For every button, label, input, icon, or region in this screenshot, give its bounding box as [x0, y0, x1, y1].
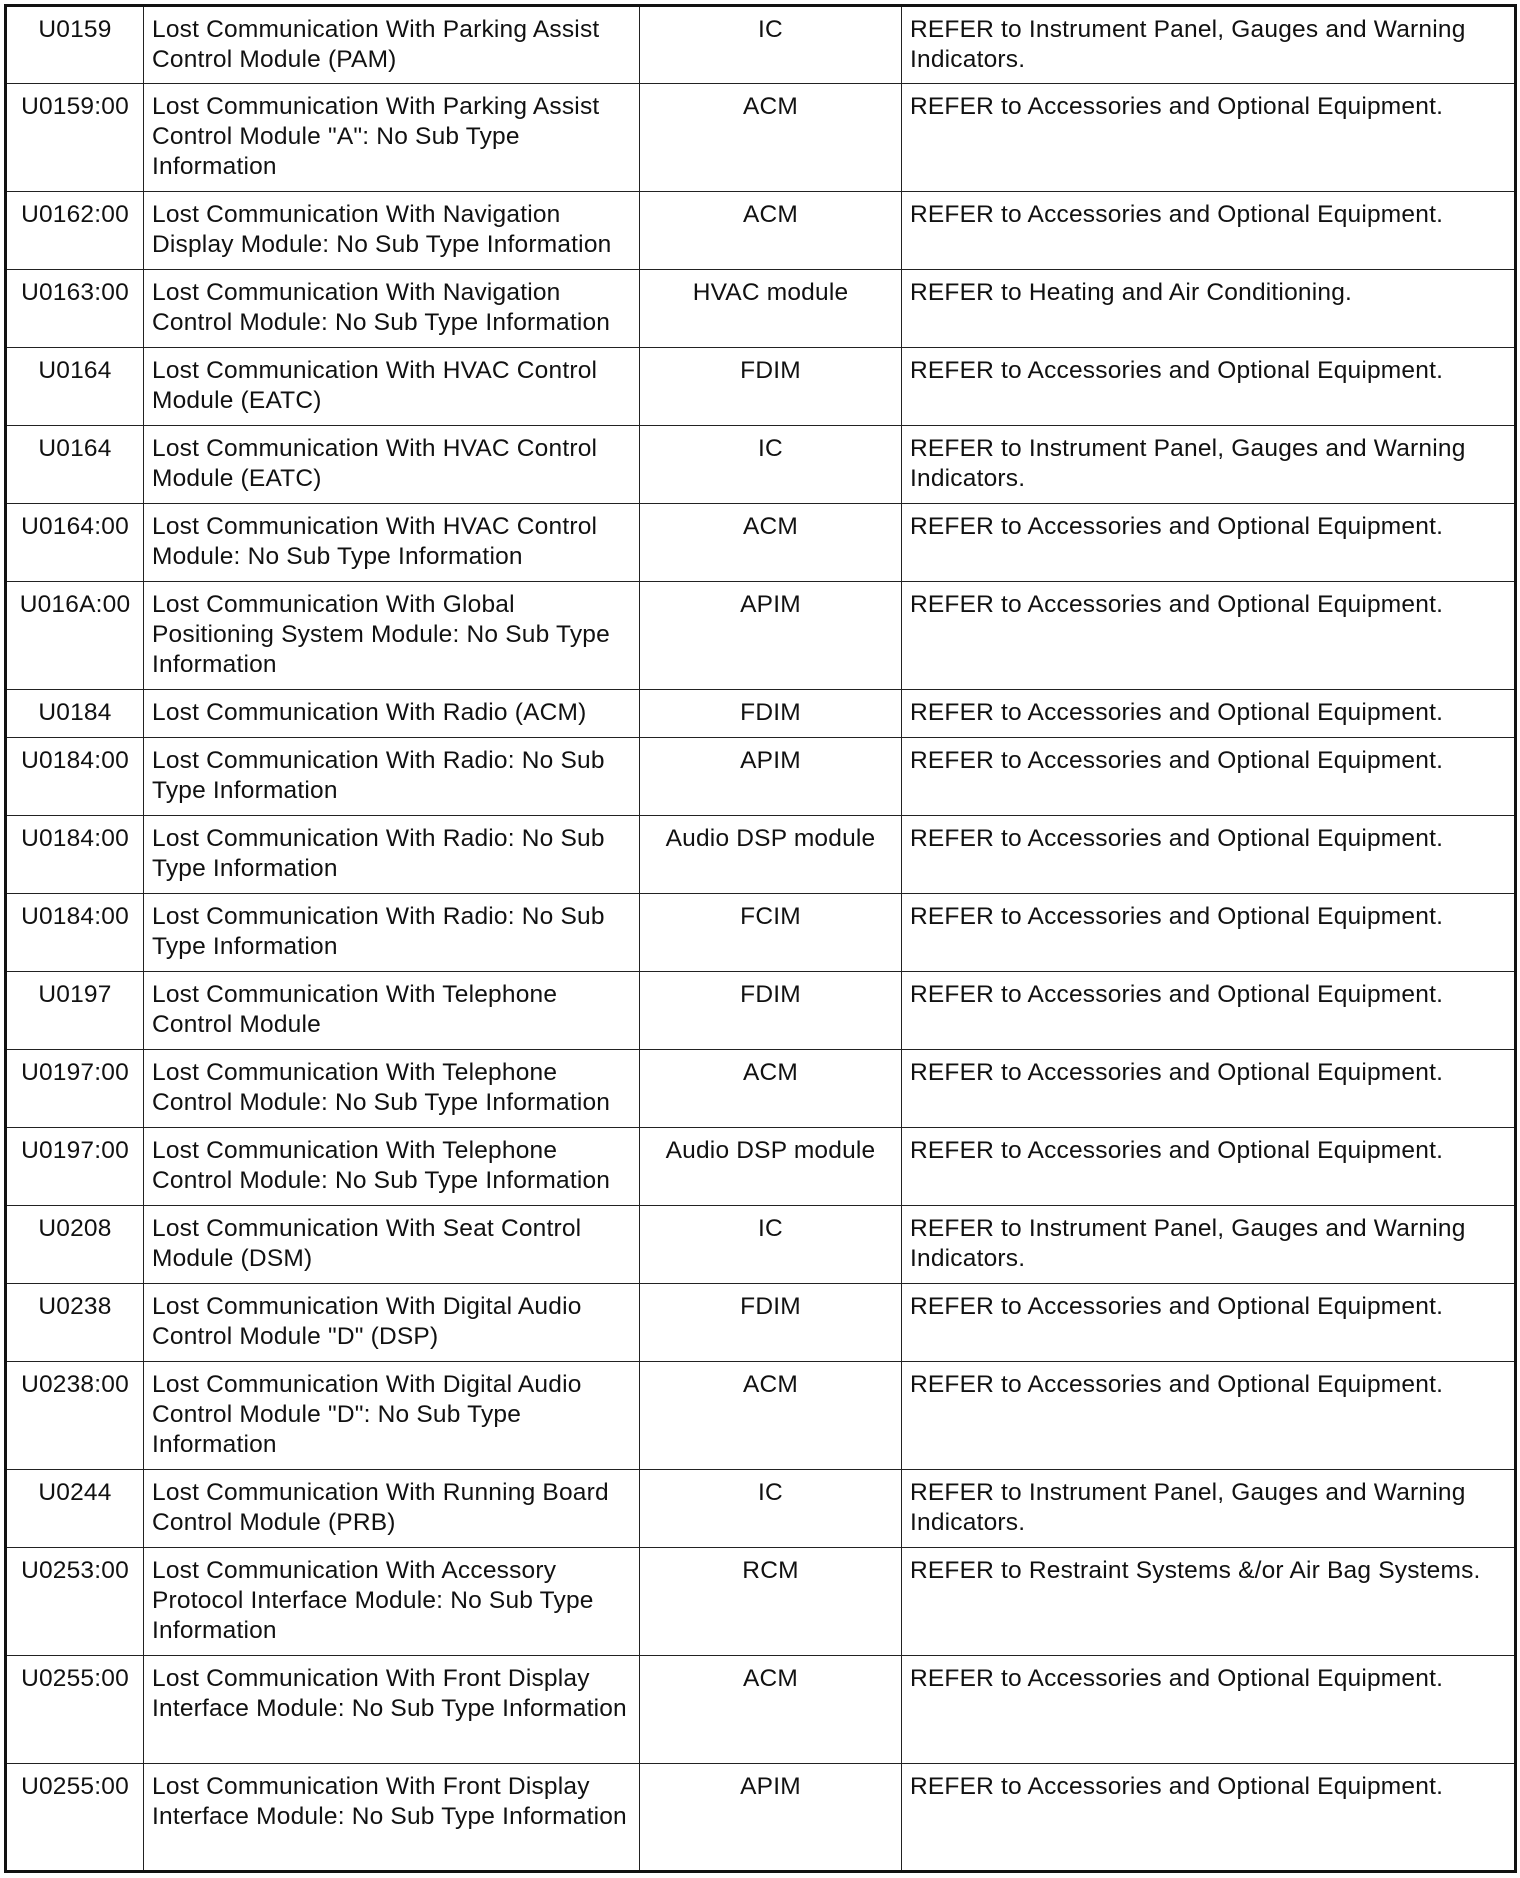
- module-cell: ACM: [640, 1050, 902, 1128]
- action-cell: REFER to Restraint Systems &/or Air Bag Systems.: [902, 1548, 1516, 1656]
- module-cell: HVAC module: [640, 270, 902, 348]
- table-row: [6, 1548, 1516, 1656]
- description-cell: Lost Communication With HVAC Control Module (EATC): [144, 348, 640, 426]
- description-cell: Lost Communication With Navigation Control Module: No Sub Type Information: [144, 270, 640, 348]
- action-cell: REFER to Accessories and Optional Equipment.: [902, 738, 1516, 816]
- table-row: [6, 582, 1516, 690]
- dtc-code-cell: U0197:00: [6, 1050, 144, 1128]
- dtc-code-cell: U0184:00: [6, 738, 144, 816]
- table-row: [6, 816, 1516, 894]
- description-cell: Lost Communication With Radio: No Sub Type Information: [144, 738, 640, 816]
- description-cell: Lost Communication With Parking Assist Control Module (PAM): [144, 6, 640, 84]
- module-cell: Audio DSP module: [640, 816, 902, 894]
- description-cell: Lost Communication With HVAC Control Module (EATC): [144, 426, 640, 504]
- module-cell: Audio DSP module: [640, 1128, 902, 1206]
- action-cell: REFER to Accessories and Optional Equipment.: [902, 1128, 1516, 1206]
- dtc-table-body: [6, 6, 1516, 1872]
- table-row: [6, 738, 1516, 816]
- table-row: [6, 6, 1516, 84]
- table-row: [6, 504, 1516, 582]
- description-cell: Lost Communication With Radio: No Sub Type Information: [144, 816, 640, 894]
- module-cell: APIM: [640, 738, 902, 816]
- dtc-code-cell: U0164: [6, 348, 144, 426]
- table-row: [6, 1128, 1516, 1206]
- dtc-code-cell: U0164:00: [6, 504, 144, 582]
- action-cell: REFER to Accessories and Optional Equipment.: [902, 84, 1516, 192]
- description-cell: Lost Communication With Telephone Control Module: No Sub Type Information: [144, 1128, 640, 1206]
- dtc-code-cell: U0184:00: [6, 816, 144, 894]
- action-cell: REFER to Accessories and Optional Equipment.: [902, 1050, 1516, 1128]
- table-row: [6, 192, 1516, 270]
- table-row: [6, 690, 1516, 738]
- action-cell: REFER to Instrument Panel, Gauges and Warning Indicators.: [902, 426, 1516, 504]
- description-cell: Lost Communication With Digital Audio Control Module "D": No Sub Type Information: [144, 1362, 640, 1470]
- module-cell: FDIM: [640, 1284, 902, 1362]
- dtc-code-cell: U0255:00: [6, 1764, 144, 1872]
- dtc-code-cell: U0244: [6, 1470, 144, 1548]
- dtc-code-cell: U0184:00: [6, 894, 144, 972]
- dtc-code-cell: U0238: [6, 1284, 144, 1362]
- module-cell: FDIM: [640, 690, 902, 738]
- description-cell: Lost Communication With Radio: No Sub Type Information: [144, 894, 640, 972]
- table-row: [6, 426, 1516, 504]
- dtc-code-cell: U0184: [6, 690, 144, 738]
- table-row: [6, 348, 1516, 426]
- description-cell: Lost Communication With Radio (ACM): [144, 690, 640, 738]
- description-cell: Lost Communication With Telephone Control Module: [144, 972, 640, 1050]
- dtc-code-cell: U0163:00: [6, 270, 144, 348]
- action-cell: REFER to Instrument Panel, Gauges and Warning Indicators.: [902, 6, 1516, 84]
- module-cell: IC: [640, 1206, 902, 1284]
- action-cell: REFER to Accessories and Optional Equipment.: [902, 504, 1516, 582]
- dtc-code-cell: U0197: [6, 972, 144, 1050]
- description-cell: Lost Communication With Digital Audio Control Module "D" (DSP): [144, 1284, 640, 1362]
- module-cell: RCM: [640, 1548, 902, 1656]
- table-row: [6, 84, 1516, 192]
- module-cell: IC: [640, 1470, 902, 1548]
- module-cell: ACM: [640, 1656, 902, 1764]
- description-cell: Lost Communication With Telephone Control Module: No Sub Type Information: [144, 1050, 640, 1128]
- module-cell: APIM: [640, 582, 902, 690]
- dtc-code-cell: U0208: [6, 1206, 144, 1284]
- module-cell: FCIM: [640, 894, 902, 972]
- module-cell: ACM: [640, 504, 902, 582]
- description-cell: Lost Communication With Global Positioning System Module: No Sub Type Information: [144, 582, 640, 690]
- table-row: [6, 270, 1516, 348]
- action-cell: REFER to Accessories and Optional Equipment.: [902, 1284, 1516, 1362]
- action-cell: REFER to Accessories and Optional Equipment.: [902, 582, 1516, 690]
- module-cell: IC: [640, 6, 902, 84]
- dtc-code-cell: U0197:00: [6, 1128, 144, 1206]
- module-cell: FDIM: [640, 348, 902, 426]
- action-cell: REFER to Accessories and Optional Equipment.: [902, 1362, 1516, 1470]
- module-cell: APIM: [640, 1764, 902, 1872]
- description-cell: Lost Communication With Front Display Interface Module: No Sub Type Information: [144, 1656, 640, 1764]
- dtc-code-cell: U0159:00: [6, 84, 144, 192]
- dtc-code-cell: U0164: [6, 426, 144, 504]
- action-cell: REFER to Instrument Panel, Gauges and Warning Indicators.: [902, 1470, 1516, 1548]
- description-cell: Lost Communication With Front Display Interface Module: No Sub Type Information: [144, 1764, 640, 1872]
- table-row: [6, 972, 1516, 1050]
- action-cell: REFER to Accessories and Optional Equipment.: [902, 816, 1516, 894]
- description-cell: Lost Communication With HVAC Control Module: No Sub Type Information: [144, 504, 640, 582]
- module-cell: IC: [640, 426, 902, 504]
- description-cell: Lost Communication With Running Board Control Module (PRB): [144, 1470, 640, 1548]
- dtc-code-cell: U0253:00: [6, 1548, 144, 1656]
- action-cell: REFER to Accessories and Optional Equipment.: [902, 348, 1516, 426]
- table-row: [6, 1362, 1516, 1470]
- dtc-table: [4, 4, 1517, 1873]
- module-cell: ACM: [640, 192, 902, 270]
- module-cell: FDIM: [640, 972, 902, 1050]
- table-row: [6, 1656, 1516, 1764]
- table-row: [6, 1206, 1516, 1284]
- action-cell: REFER to Accessories and Optional Equipment.: [902, 972, 1516, 1050]
- description-cell: Lost Communication With Accessory Protocol Interface Module: No Sub Type Information: [144, 1548, 640, 1656]
- module-cell: ACM: [640, 84, 902, 192]
- action-cell: REFER to Heating and Air Conditioning.: [902, 270, 1516, 348]
- table-row: [6, 1284, 1516, 1362]
- table-row: [6, 1470, 1516, 1548]
- module-cell: ACM: [640, 1362, 902, 1470]
- description-cell: Lost Communication With Navigation Display Module: No Sub Type Information: [144, 192, 640, 270]
- action-cell: REFER to Accessories and Optional Equipment.: [902, 1656, 1516, 1764]
- action-cell: REFER to Accessories and Optional Equipment.: [902, 1764, 1516, 1872]
- dtc-code-cell: U0162:00: [6, 192, 144, 270]
- dtc-code-cell: U0238:00: [6, 1362, 144, 1470]
- description-cell: Lost Communication With Parking Assist Control Module "A": No Sub Type Information: [144, 84, 640, 192]
- dtc-code-cell: U0159: [6, 6, 144, 84]
- dtc-code-cell: U016A:00: [6, 582, 144, 690]
- action-cell: REFER to Accessories and Optional Equipment.: [902, 894, 1516, 972]
- action-cell: REFER to Accessories and Optional Equipment.: [902, 690, 1516, 738]
- dtc-code-cell: U0255:00: [6, 1656, 144, 1764]
- table-row: [6, 1764, 1516, 1872]
- table-row: [6, 894, 1516, 972]
- action-cell: REFER to Accessories and Optional Equipment.: [902, 192, 1516, 270]
- description-cell: Lost Communication With Seat Control Module (DSM): [144, 1206, 640, 1284]
- action-cell: REFER to Instrument Panel, Gauges and Warning Indicators.: [902, 1206, 1516, 1284]
- table-row: [6, 1050, 1516, 1128]
